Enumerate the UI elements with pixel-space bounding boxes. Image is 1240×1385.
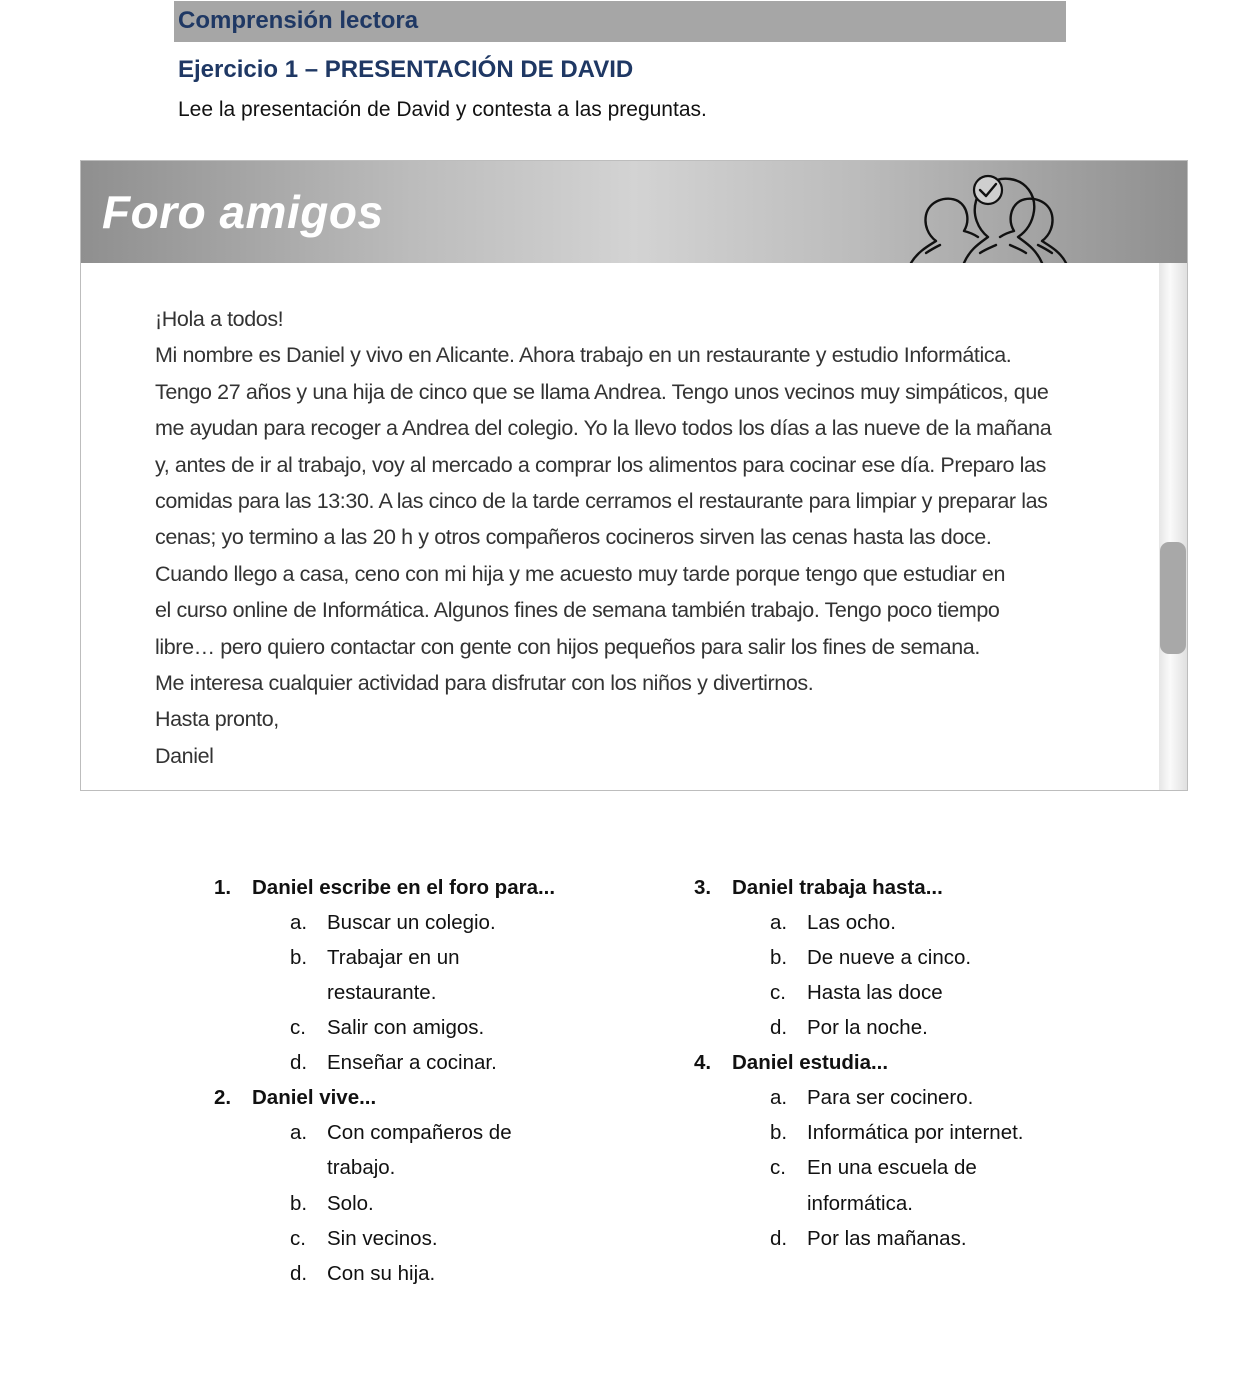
option-text: Con compañeros de <box>327 1121 512 1144</box>
question-2 <box>214 1086 634 1296</box>
letter-line: Mi nombre es Daniel y vivo en Alicante. Ahora trabajo en un restaurante y estudio Informática. <box>155 343 1012 368</box>
option-letter: b. <box>770 1121 788 1144</box>
question-stem: Daniel vive... <box>252 1086 377 1109</box>
letter-line: Tengo 27 años y una hija de cinco que se llama Andrea. Tengo unos vecinos muy simpáticos, que <box>155 379 1049 404</box>
letter-line: cenas; yo termino a las 20 h y otros compañeros cocineros sirven las cenas hasta las doce. <box>155 525 992 550</box>
option-letter: d. <box>770 1016 788 1039</box>
option-text-cont: informática. <box>807 1192 913 1215</box>
letter-line: Cuando llego a casa, ceno con mi hija y me acuesto muy tarde porque tengo que estudiar en <box>155 561 1006 586</box>
option-letter: a. <box>770 1086 788 1109</box>
option-text: Salir con amigos. <box>327 1016 485 1039</box>
option-text-cont: trabajo. <box>327 1156 396 1179</box>
option-text: Por las mañanas. <box>807 1227 967 1250</box>
question-3 <box>694 876 1114 1051</box>
option-letter: d. <box>290 1051 308 1074</box>
forum-header <box>81 161 1187 263</box>
option-letter: c. <box>770 981 786 1004</box>
option-letter: c. <box>770 1156 786 1179</box>
letter-line: Hasta pronto, <box>155 707 279 732</box>
section-title: Comprensión lectora <box>178 7 419 34</box>
option-text: Informática por internet. <box>807 1121 1024 1144</box>
letter-line: me ayudan para recoger a Andrea del colegio. Yo la llevo todos los días a las nueve de la mañana <box>155 416 1052 441</box>
scrollbar-track[interactable] <box>1159 263 1187 790</box>
option-letter: b. <box>290 946 308 969</box>
forum-panel <box>80 160 1188 791</box>
option-letter: a. <box>290 911 308 934</box>
option-text: Las ocho. <box>807 911 896 934</box>
option-text-cont: restaurante. <box>327 981 437 1004</box>
option-text: De nueve a cinco. <box>807 946 972 969</box>
letter-line: ¡Hola a todos! <box>155 307 284 331</box>
option-text: Enseñar a cocinar. <box>327 1051 497 1074</box>
option-text: Sin vecinos. <box>327 1227 438 1250</box>
exercise-instructions: Lee la presentación de David y contesta a las preguntas. <box>178 98 707 121</box>
option-letter: d. <box>290 1262 308 1285</box>
option-text: En una escuela de <box>807 1156 977 1179</box>
letter-line: Daniel <box>155 743 214 768</box>
option-letter: c. <box>290 1016 306 1039</box>
question-stem: Daniel escribe en el foro para... <box>252 876 556 899</box>
option-letter: d. <box>770 1227 788 1250</box>
question-number: 2. <box>214 1086 232 1109</box>
question-stem: Daniel trabaja hasta... <box>732 876 943 899</box>
option-text: Por la noche. <box>807 1016 928 1039</box>
exercise-title: Ejercicio 1 – PRESENTACIÓN DE DAVID <box>178 56 634 83</box>
question-4 <box>694 1051 1114 1261</box>
option-letter: a. <box>290 1121 308 1144</box>
people-check-icon <box>906 165 1131 263</box>
scrollbar-thumb[interactable] <box>1160 542 1186 654</box>
option-text: Buscar un colegio. <box>327 911 496 934</box>
forum-title: Foro amigos <box>102 186 384 238</box>
question-number: 3. <box>694 876 712 899</box>
option-letter: b. <box>290 1192 308 1215</box>
option-letter: c. <box>290 1227 306 1250</box>
forum-letter <box>155 301 1145 774</box>
letter-line: libre… pero quiero contactar con gente con hijos pequeños para salir los fines de semana. <box>155 634 980 659</box>
option-text: Trabajar en un <box>327 946 460 969</box>
option-text: Hasta las doce <box>807 981 943 1004</box>
option-letter: b. <box>770 946 788 969</box>
section-header <box>174 1 1066 42</box>
letter-line: Me interesa cualquier actividad para disfrutar con los niños y divertirnos. <box>155 671 814 696</box>
option-text: Para ser cocinero. <box>807 1086 974 1109</box>
question-stem: Daniel estudia... <box>732 1051 889 1074</box>
letter-line: y, antes de ir al trabajo, voy al mercado a comprar los alimentos para cocinar ese día. Preparo las <box>155 452 1046 477</box>
option-text: Solo. <box>327 1192 374 1215</box>
letter-line: comidas para las 13:30. A las cinco de la tarde cerramos el restaurante para limpiar y preparar las <box>155 489 1048 514</box>
question-number: 1. <box>214 876 232 899</box>
option-text: Con su hija. <box>327 1262 436 1285</box>
question-1 <box>214 876 634 1086</box>
letter-line: el curso online de Informática. Algunos fines de semana también trabajo. Tengo poco tiempo <box>155 598 1000 623</box>
question-number: 4. <box>694 1051 712 1074</box>
option-letter: a. <box>770 911 788 934</box>
